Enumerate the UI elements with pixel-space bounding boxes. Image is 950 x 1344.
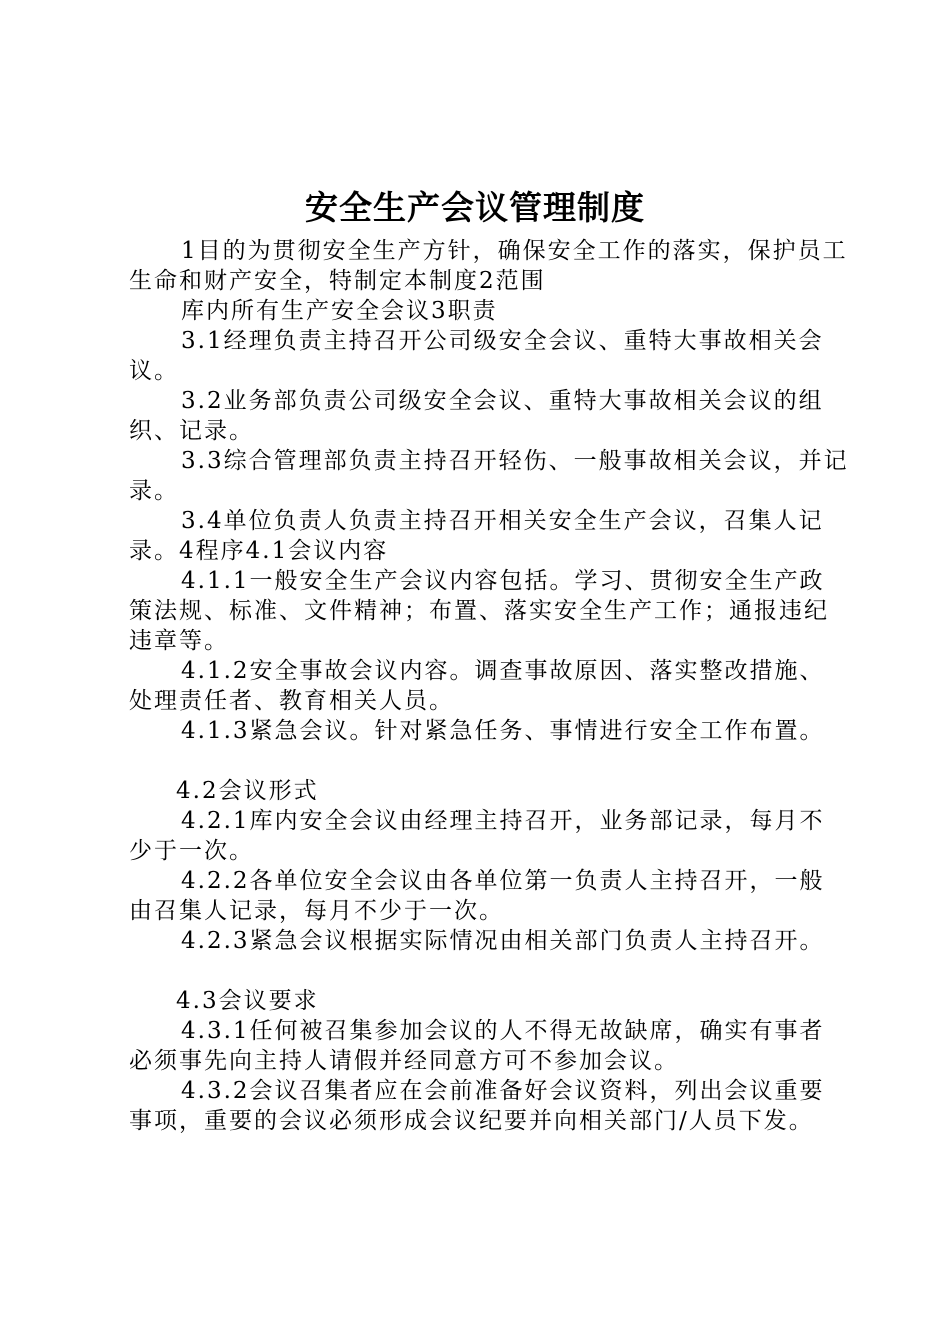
paragraph-3-3: 3.3综合管理部负责主持召开轻伤、一般事故相关会议，并记录。 [129, 448, 849, 504]
heading-4-3: 4.3会议要求 [176, 988, 319, 1014]
paragraph-4-1-3: 4.1.3紧急会议。针对紧急任务、事情进行安全工作布置。 [181, 718, 825, 744]
paragraph-scope: 库内所有生产安全会议3职责 [181, 298, 498, 324]
paragraph-4-2-1: 4.2.1库内安全会议由经理主持召开，业务部记录，每月不少于一次。 [129, 808, 825, 864]
heading-4-2: 4.2会议形式 [176, 778, 319, 804]
paragraph-4-1-1: 4.1.1一般安全生产会议内容包括。学习、贯彻安全生产政策法规、标准、文件精神；布置、落实安全生产工作；通报违纪违章等。 [129, 568, 829, 654]
paragraph-4-3-1: 4.3.1任何被召集参加会议的人不得无故缺席，确实有事者必须事先向主持人请假并经同意方可不参加会议。 [129, 1018, 825, 1074]
paragraph-3-2: 3.2业务部负责公司级安全会议、重特大事故相关会议的组织、记录。 [129, 388, 824, 444]
spacer [129, 746, 849, 776]
paragraph-4-1-2: 4.1.2安全事故会议内容。调查事故原因、落实整改措施、处理责任者、教育相关人员。 [129, 658, 825, 714]
paragraph-3-4: 3.4单位负责人负责主持召开相关安全生产会议，召集人记录。4程序4.1会议内容 [129, 508, 824, 564]
paragraph-3-1: 3.1经理负责主持召开公司级安全会议、重特大事故相关会议。 [129, 328, 824, 384]
spacer [129, 956, 849, 986]
document-body [129, 236, 849, 1136]
paragraph-4-3-2: 4.3.2会议召集者应在会前准备好会议资料，列出会议重要事项，重要的会议必须形成会议纪要并向相关部门/人员下发。 [129, 1078, 825, 1134]
paragraph-purpose: 1目的为贯彻安全生产方针，确保安全工作的落实，保护员工生命和财产安全，特制定本制度2范围 [129, 238, 848, 294]
document-title: 安全生产会议管理制度 [305, 188, 645, 227]
paragraph-4-2-3: 4.2.3紧急会议根据实际情况由相关部门负责人主持召开。 [181, 928, 825, 954]
paragraph-4-2-2: 4.2.2各单位安全会议由各单位第一负责人主持召开，一般由召集人记录，每月不少于一次。 [129, 868, 825, 924]
